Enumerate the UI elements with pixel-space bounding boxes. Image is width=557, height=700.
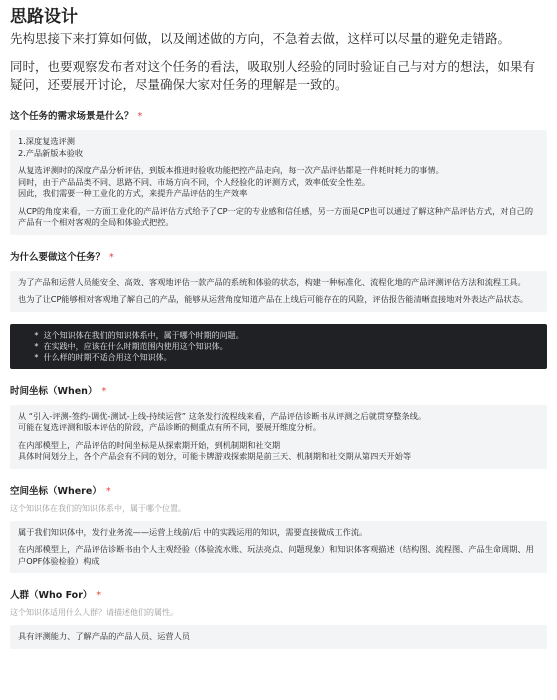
question-who xyxy=(10,589,547,603)
question-scene xyxy=(10,110,547,124)
question-hint: 这个知识体在我们的知识体系中，属于哪个位置。 xyxy=(10,503,186,513)
required-star: * xyxy=(96,590,102,601)
code-block xyxy=(10,324,547,369)
answer-line: 具有评测能力、了解产品的产品人员、运营人员 xyxy=(18,631,190,641)
page-title: 思路设计 xyxy=(10,7,78,27)
question-label: 时间坐标（When） xyxy=(10,385,98,397)
answer-line: 1.深度复选评测 xyxy=(18,136,75,146)
question-label: 人群（Who For） xyxy=(10,590,93,601)
question-label: 这个任务的需求场景是什么？ xyxy=(10,111,134,122)
answer-box-scene[interactable] xyxy=(10,130,547,235)
required-star: * xyxy=(101,385,107,397)
answer-box-why[interactable] xyxy=(10,271,547,312)
answer-box-where[interactable] xyxy=(10,521,547,574)
answer-line: 同时，由于产品品类不同、思路不同、市场方向不同，个人经验化的评测方式，效率低安全性差。 xyxy=(18,176,371,187)
answer-line: 从复选评测时的深度产品分析评估，到版本推进时验收功能把控产品走向，每一次产品评估都是一件耗时耗力的事情。 xyxy=(18,165,444,175)
answer-line: 因此，我们需要一种工业化的方式，来提升产品评估的生产效率 xyxy=(18,188,248,198)
answer-line: 属于我们知识体中，发行业务流——运营上线前/后 中的实践运用的知识，需要直接做成工作流。 xyxy=(18,526,368,537)
question-hint: 这个知识体适用什么人群？请描述他们的属性。 xyxy=(10,608,178,617)
answer-line: 从CP的角度来看，一方面工业化的产品评估方式给予了CP一定的专业感和信任感，另一方面是CP也可以通过了解这种产品评估方式，对自己的产品有一个相对客观的全局和体验式把控。 xyxy=(18,205,534,227)
answer-line: 2.产品新版本验收 xyxy=(18,147,84,158)
answer-line: 也为了让CP能够相对客观地了解自己的产品，能够从运营角度知道产品在上线后可能存在的风险，评估报告能清晰直接地对外表达产品状态。 xyxy=(18,294,529,304)
answer-line: 在内部模型上，产品评估的时间坐标是从探索期开始，到机制期和社交期 xyxy=(18,439,281,450)
required-star: * xyxy=(137,111,143,122)
question-label: 空间坐标（Where） xyxy=(10,485,102,497)
question-where xyxy=(10,485,547,499)
required-star: * xyxy=(105,485,111,497)
question-why xyxy=(10,251,547,265)
lead-paragraph-2: 同时，也要观察发布者对这个任务的看法，吸取别人经验的同时验证自己与对方的想法，如果有疑问，还要展开讨论，尽量确保大家对任务的理解是一致的。 xyxy=(10,59,536,92)
answer-line: 为了产品和运营人员能安全、高效、客观地评估一款产品的系统和体验的状态，构建一种标准化、流程化地的产品评测评估方法和流程工具。 xyxy=(18,276,526,287)
answer-box-who[interactable] xyxy=(10,625,547,649)
answer-box-when[interactable] xyxy=(10,405,547,469)
answer-line: 具体时间划分上，各个产品会有不同的划分，可能卡牌游戏探索期是前三天、机制期和社交期从第四天开始等 xyxy=(18,451,412,461)
answer-line: 从 “引入-评测-签约-调优-测试-上线-持续运营” 这条发行流程线来看，产品评估诊断书从评测之后就贯穿整条线。 xyxy=(18,410,427,421)
answer-line: 可能在复选评测和版本评估的阶段，产品诊断的侧重点有所不同，要展开维度分析。 xyxy=(18,422,321,432)
code-line: * 这个知识体在我们的知识体系中，属于哪个时期的问题。 xyxy=(34,330,537,341)
code-line: * 在实践中，应该在什么时期范围内使用这个知识体。 xyxy=(34,341,537,352)
answer-line: 在内部模型上，产品评估诊断书由个人主观经验（体验流水账、玩法亮点、问题现象）和知识体客观描述（结构图、流程图、产品生命周期、用户OPF体验检验）构成 xyxy=(18,544,534,566)
lead-paragraph-1: 先构思接下来打算如何做，以及阐述做的方向，不急着去做，这样可以尽量的避免走错路。 xyxy=(10,31,511,46)
required-star: * xyxy=(109,251,114,263)
question-label: 为什么要做这个任务？ xyxy=(10,251,106,263)
question-when xyxy=(10,385,547,399)
code-line: * 什么样的时期不适合用这个知识体。 xyxy=(34,352,537,363)
